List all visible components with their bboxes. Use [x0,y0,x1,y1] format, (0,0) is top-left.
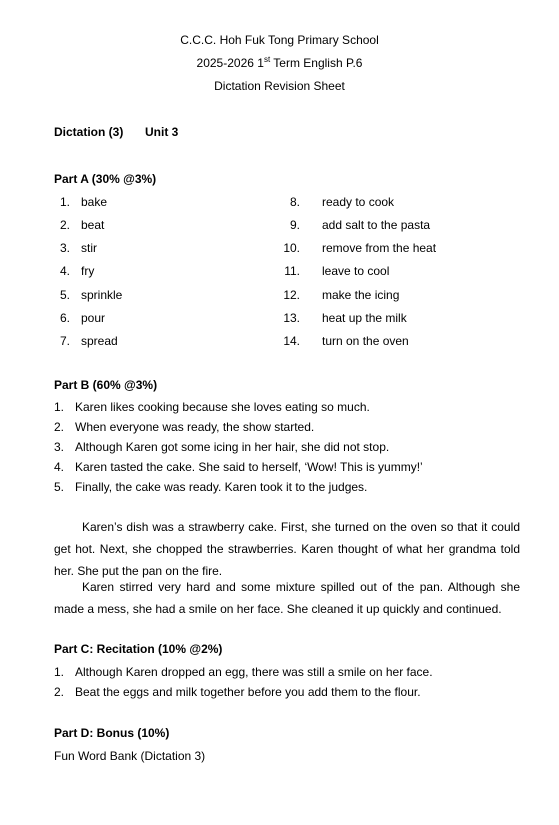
unit-label: Unit 3 [145,125,179,139]
part-b-paragraph-2: Karen stirred very hard and some mixture spilled out of the pan. Although she made a mess, she had a smile on her face. She cleaned it up quickly and continued. [54,580,520,616]
part-c-title: Part C: Recitation (10% @2%) [54,642,223,656]
part-a-item-phrase: remove from the heat [322,241,437,255]
part-b-item-number: 1. [54,400,65,414]
part-b-item-number: 2. [54,420,65,434]
part-a-item-phrase: leave to cool [322,264,390,278]
part-a-item-number: 12. [283,288,300,302]
part-d-line: Fun Word Bank (Dictation 3) [54,749,206,763]
part-c-item-number: 1. [54,665,65,679]
part-b-item-number: 5. [54,480,65,494]
part-a-item-phrase: turn on the oven [322,334,409,348]
part-a-item-word: fry [81,264,95,278]
part-a-item-number: 4. [59,264,70,278]
part-a-item-number: 10. [283,241,300,255]
part-a-item-number: 3. [59,241,70,255]
part-b-sentence: Finally, the cake was ready. Karen took it to the judges. [75,480,368,494]
part-a-item-number: 8. [289,195,300,209]
part-b-item-number: 3. [54,440,65,454]
part-b-sentence: Although Karen got some icing in her hair, she did not stop. [75,440,390,454]
part-b-item-number: 4. [54,460,65,474]
part-a-item-number: 9. [289,218,300,232]
school-name: C.C.C. Hoh Fuk Tong Primary School [180,33,379,47]
part-a-item-number: 5. [59,288,70,302]
part-c-sentence: Beat the eggs and milk together before you add them to the flour. [75,685,421,699]
part-c-sentence: Although Karen dropped an egg, there was still a smile on her face. [75,665,433,679]
part-b-sentence: Karen likes cooking because she loves eating so much. [75,400,370,414]
part-d-title: Part D: Bonus (10%) [54,726,170,740]
part-a-item-word: bake [81,195,108,209]
part-b-sentence: Karen tasted the cake. She said to herself, ‘Wow! This is yummy!’ [75,460,423,474]
sheet-title: Dictation Revision Sheet [214,79,345,93]
part-a-item-word: spread [81,334,118,348]
part-a-item-number: 7. [59,334,70,348]
part-a-item-word: sprinkle [81,288,123,302]
part-a-item-number: 14. [283,334,300,348]
part-a-item-number: 6. [59,311,70,325]
part-b-title: Part B (60% @3%) [54,378,158,392]
part-a-item-phrase: make the icing [322,288,400,302]
part-b-paragraph-1: Karen’s dish was a strawberry cake. First, she turned on the oven so that it could get hot. Next, she chopped the strawberries. Karen thought of what her grandma told her. She put the pan on the fire. [54,520,520,578]
part-a-item-phrase: add salt to the pasta [322,218,431,232]
dictation-label: Dictation (3) [54,125,124,139]
part-b-sentence: When everyone was ready, the show started. [75,420,315,434]
part-a-item-number: 2. [59,218,70,232]
part-a-item-phrase: ready to cook [322,195,395,209]
part-a-item-number: 13. [283,311,300,325]
part-c-item-number: 2. [54,685,65,699]
part-a-item-number: 11. [284,264,300,278]
term-line: 2025-2026 1st Term English P.6 [196,55,363,70]
part-a-item-phrase: heat up the milk [322,311,407,325]
part-a-item-word: pour [81,311,106,325]
part-a-item-number: 1. [59,195,70,209]
part-a-item-word: stir [81,241,97,255]
part-a-title: Part A (30% @3%) [54,172,157,186]
part-a-item-word: beat [81,218,105,232]
